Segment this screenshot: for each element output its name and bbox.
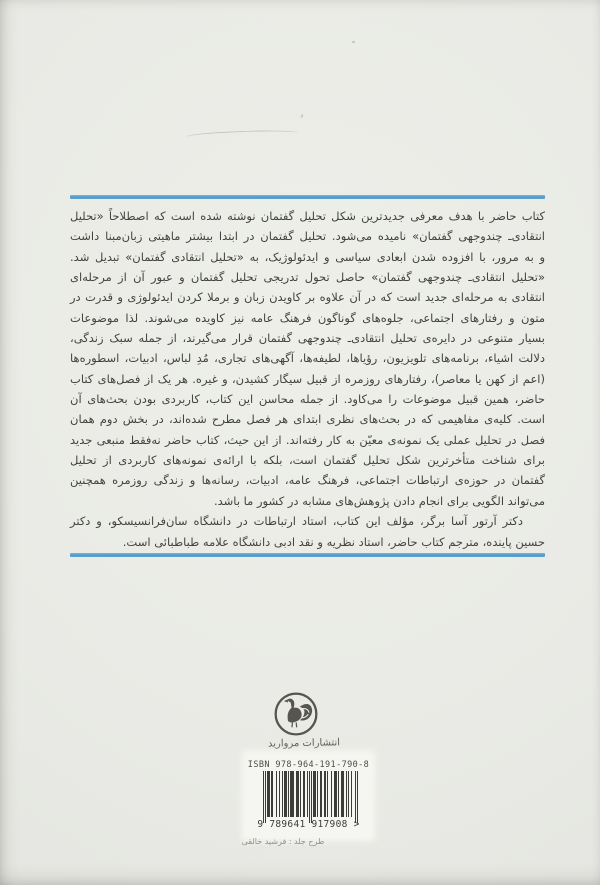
morvarid-bird-icon — [273, 691, 319, 737]
text-line: «تحلیل انتقادی‌ـ چندوجهی گفتمان» حاصل تحول تدریجی تحلیل گفتمان و عبور آن از مرحله‌ای — [70, 270, 545, 285]
isbn-barcode-digits: 9 789641 917908 > — [257, 819, 360, 830]
text-line: است. کلیه‌ی مفاهیمی که در بحث‌های نظری ابتدای هر فصل مطرح شده‌اند، در بخش دوم همان — [70, 412, 545, 427]
cover-design-credit: طرح جلد : فرشید خالقی — [241, 837, 325, 846]
text-line: انتقادی‌ـ چندوجهی گفتمان» نامیده می‌شود. تحلیل گفتمان در ابتدا بیشتر ماهیتی زبان‌مبنا داشت — [70, 229, 545, 244]
text-line: و به مرور، با افزوده شدن ابعادی سیاسی و ایدئولوژیک، به «تحلیل انتقادی گفتمان» تبدیل شد. — [70, 249, 545, 264]
back-cover-blurb — [70, 206, 545, 552]
text-line: دلالت اشیاء، برنامه‌های تلویزیون، رؤیاها، لطیفه‌ها، آگهی‌های تجاری، مُدِ لباس، ادبیات، اسطوره‌ها — [70, 351, 545, 366]
text-line: (اعم از کهن یا معاصر)، رفتارهای روزمره از قبیل سیگار کشیدن، و غیره. هر یک از فصل‌های کتاب — [70, 371, 545, 386]
text-line: برای شناخت متأخرترین شکل تحلیل گفتمان است، بلکه با ارائه‌ی نمونه‌های کاربردی از تحلیل — [70, 453, 545, 468]
publisher-name: انتشارات مروارید — [267, 737, 341, 750]
text-line: دکتر آرتور آسا برگر، مؤلف این کتاب، استاد ارتباطات در دانشگاه سان‌فرانسیسکو، و دکتر — [70, 514, 523, 529]
text-line: انتقادی به مرحله‌ای جدید است که در آن علاوه بر کاویدن زبان و برملا کردن ایدئولوژی و قدرت در — [70, 290, 545, 305]
isbn-label: ISBN 978-964-191-790-8 — [247, 760, 370, 770]
scan-speck — [352, 41, 355, 43]
scan-speck — [300, 114, 303, 118]
isbn-barcode-block — [246, 755, 371, 837]
bottom-divider-rule — [70, 553, 545, 557]
top-divider-rule — [70, 195, 545, 199]
text-line: کتاب حاضر با هدف معرفی جدیدترین شکل تحلیل گفتمان نوشته شده است که اصطلاحاً «تحلیل — [70, 209, 545, 223]
text-line: بسیار متنوعی در دایره‌ی تحلیل انتقادی‌ـ چندوجهی گفتمان قرار می‌گیرند، از جمله سبک زندگی، — [70, 331, 545, 346]
text-line: متون و رفتارهای اجتماعی، جلوه‌های گوناگون فرهنگ عامه نیز کاویده می‌شوند. لذا موضوعات — [70, 310, 545, 325]
text-line: حسین پاینده، مترجم کتاب حاضر، استاد نظریه و نقد ادبی دانشگاه علامه طباطبائی است. — [122, 534, 545, 549]
text-line: می‌تواند الگویی برای انجام دادن پژوهش‌های مشابه در کشور ما باشد. — [213, 493, 545, 508]
text-line: فصل در تحلیل عملی یک نمونه‌ی معیّن به کار رفته‌اند. از این حیث، کتاب حاضر نه‌فقط منبعی جدید — [70, 432, 545, 447]
publisher-logo — [273, 691, 319, 737]
scan-smudge — [186, 129, 298, 141]
isbn-barcode — [263, 771, 358, 823]
text-line: گفتمان در حوزه‌ی ارتباطات اجتماعی، فرهنگ عامه، ادبیات، رسانه‌ها و زندگی روزمره همچنین — [70, 473, 545, 488]
text-line: حاضر، همین قبیل موضوعات را می‌کاود. از جمله محاسن این کتاب، کاربردی بودن بحث‌های آن — [70, 392, 545, 407]
